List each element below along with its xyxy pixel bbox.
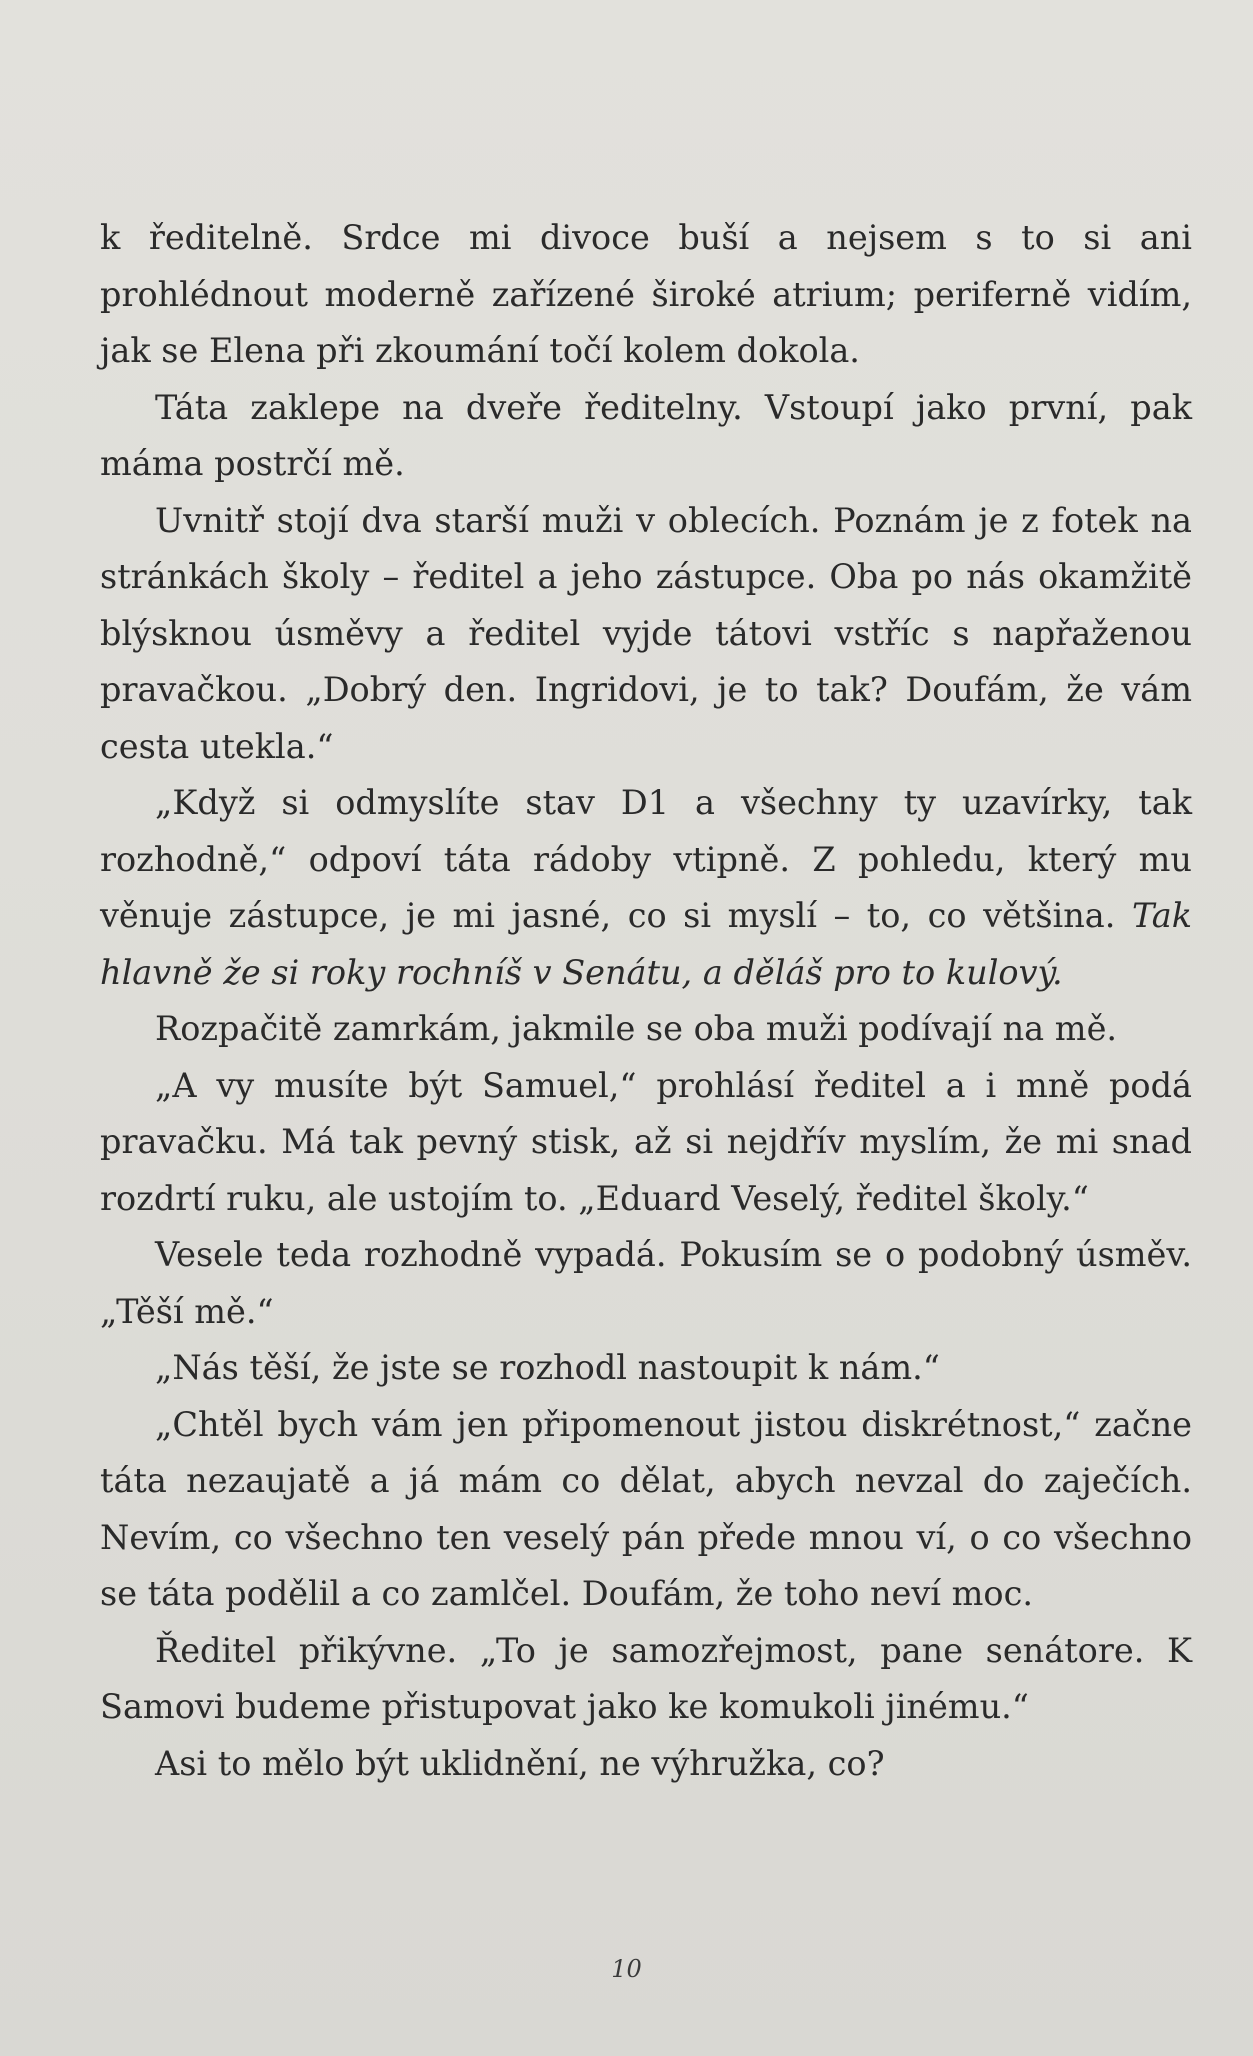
paragraph-4 xyxy=(100,775,1192,1001)
page-number: 10 xyxy=(611,1955,642,1983)
paragraph-5: Rozpačitě zamrkám, jakmile se oba muži podívají na mě. xyxy=(155,1009,1118,1048)
paragraph-4-italic-thought: Tak hlavně že si roky rochníš v Senátu, a děláš pro to kulový. xyxy=(100,896,1192,992)
paragraph-4-text: „Když si odmyslíte stav D1 a všechny ty uzavírky, tak rozhodně,“ odpoví táta rádoby vtipně. Z pohledu, který mu věnuje zástupce, je mi jasné, co si myslí – to, co většina. xyxy=(100,783,1192,935)
paragraph-6: „A vy musíte být Samuel,“ prohlásí ředitel a i mně podá pravačku. Má tak pevný stisk, až si nejdřív myslím, že mi snad rozdrtí ruku, ale ustojím to. „Eduard Veselý, ředitel školy.“ xyxy=(100,1065,1192,1218)
paragraph-1: k ředitelně. Srdce mi divoce buší a nejsem s to si ani prohlédnout moderně zařízené široké atrium; periferně vidím, jak se Elena při zkoumání točí kolem dokola. xyxy=(100,218,1192,370)
paragraph-2: Táta zaklepe na dveře ředitelny. Vstoupí jako první, pak máma postrčí mě. xyxy=(100,387,1192,483)
paragraph-3: Uvnitř stojí dva starší muži v oblecích. Poznám je z fotek na stránkách školy – ředitel a jeho zástupce. Oba po nás okamžitě blýsknou úsměvy a ředitel vyjde tátovi vstříc s napřaženou pravačkou. „Dobrý den. Ingridovi, je to tak? Doufám, že vám cesta utekla.“ xyxy=(100,500,1192,766)
paragraph-10: Ředitel přikývne. „To je samozřejmost, pane senátore. K Samovi budeme přistupovat jako ke komukoli jinému.“ xyxy=(100,1630,1192,1726)
paragraph-7: Vesele teda rozhodně vypadá. Pokusím se o podobný úsměv. „Těší mě.“ xyxy=(100,1235,1192,1331)
paragraph-9: „Chtěl bych vám jen připomenout jistou diskrétnost,“ začne táta nezaujatě a já mám co dělat, abych nevzal do zaječích. Nevím, co všechno ten veselý pán přede mnou ví, o co všechno se táta podělil a co zamlčel. Doufám, že toho neví moc. xyxy=(100,1404,1192,1613)
body-text xyxy=(100,210,1192,1792)
paragraph-11: Asi to mělo být uklidnění, ne výhružka, co? xyxy=(155,1743,885,1783)
paragraph-8: „Nás těší, že jste se rozhodl nastoupit k nám.“ xyxy=(155,1348,940,1387)
